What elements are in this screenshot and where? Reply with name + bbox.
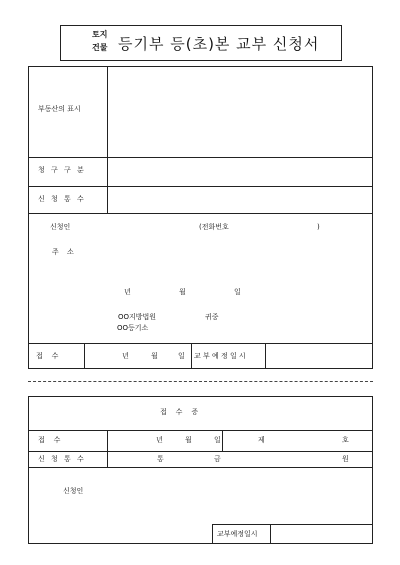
slip-fee-label: 금 bbox=[214, 455, 221, 463]
slip-month-label: 월 bbox=[185, 436, 192, 444]
request-copies-field[interactable] bbox=[108, 187, 372, 212]
applicant-label: 신청인 bbox=[50, 223, 71, 231]
document-type-land: 토지 bbox=[92, 30, 108, 39]
slip-issue-datetime-field[interactable] bbox=[271, 525, 372, 543]
issue-datetime-label: 교 부 예 정 일 시 bbox=[194, 352, 246, 360]
slip-day-label: 일 bbox=[214, 436, 221, 444]
registry-office-name: OO등기소 bbox=[117, 324, 149, 332]
receipt-day-label: 일 bbox=[178, 352, 185, 360]
rule-slip-number-col bbox=[222, 430, 223, 451]
addressee-honorific: 귀중 bbox=[205, 313, 219, 321]
receipt-label: 접 수 bbox=[36, 352, 59, 360]
rule-receipt-date-col bbox=[191, 343, 192, 369]
document-type-building: 건물 bbox=[92, 43, 108, 52]
address-label: 주 소 bbox=[52, 248, 77, 256]
rule-slip-header-bottom bbox=[28, 430, 373, 431]
property-description-label: 부동산의 표시 bbox=[38, 105, 81, 113]
rule-copies-bottom bbox=[28, 213, 373, 214]
request-type-label: 청 구 구 분 bbox=[38, 166, 86, 174]
receipt-month-label: 월 bbox=[151, 352, 158, 360]
slip-fee-unit: 원 bbox=[342, 455, 349, 463]
date-year-label: 년 bbox=[124, 288, 131, 296]
slip-applicant-label: 신청인 bbox=[63, 487, 84, 495]
rule-slip-receipt-bottom bbox=[28, 451, 373, 452]
request-type-field[interactable] bbox=[108, 158, 372, 185]
rule-slip-label-col bbox=[107, 430, 108, 467]
slip-copies-label: 신 청 통 수 bbox=[38, 455, 86, 463]
receipt-year-label: 년 bbox=[122, 352, 129, 360]
form-title: 등기부 등(초)본 교부 신청서 bbox=[118, 35, 320, 53]
rule-slip-issue-left bbox=[212, 524, 213, 544]
property-description-field[interactable] bbox=[108, 67, 372, 156]
rule-slip-copies-bottom bbox=[28, 467, 373, 468]
slip-number-suffix: 호 bbox=[342, 436, 349, 444]
slip-copies-unit: 통 bbox=[157, 455, 164, 463]
phone-number-label: (전화번호 bbox=[199, 223, 229, 231]
rule-receipt-label-col bbox=[84, 343, 85, 369]
date-month-label: 월 bbox=[179, 288, 186, 296]
slip-number-prefix: 제 bbox=[258, 436, 265, 444]
cut-line bbox=[28, 381, 373, 382]
issue-datetime-field[interactable] bbox=[266, 344, 372, 368]
slip-issue-datetime-label: 교부예정일시 bbox=[217, 530, 258, 538]
request-copies-label: 신 청 통 수 bbox=[38, 195, 86, 203]
receipt-slip bbox=[28, 396, 373, 544]
receipt-slip-title: 접 수 증 bbox=[160, 408, 199, 416]
date-day-label: 일 bbox=[234, 288, 241, 296]
phone-number-close: ) bbox=[317, 223, 320, 231]
court-name: OO지방법원 bbox=[118, 313, 157, 321]
slip-receipt-label: 접 수 bbox=[38, 436, 61, 444]
slip-year-label: 년 bbox=[156, 436, 163, 444]
